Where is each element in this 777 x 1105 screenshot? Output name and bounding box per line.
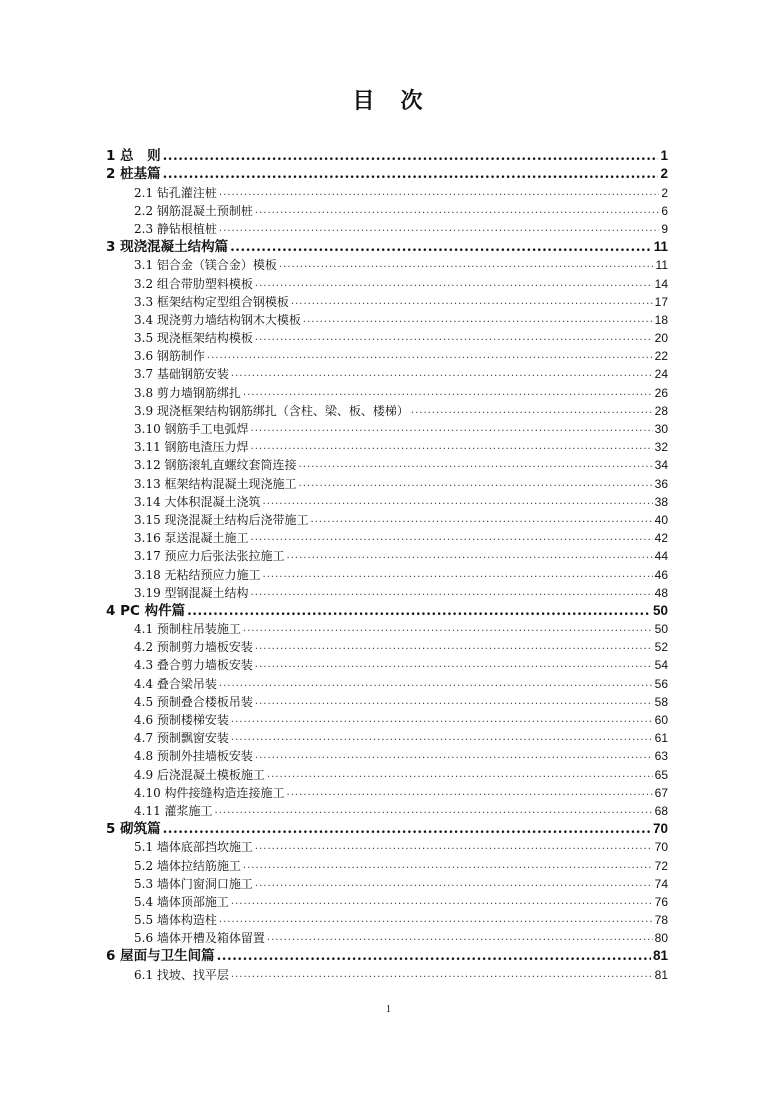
dot-leader xyxy=(219,184,659,202)
toc-entry-label: 3.11 钢筋电渣压力焊 xyxy=(134,440,249,455)
toc-entry-page: 81 xyxy=(654,967,668,982)
toc-entry-page: 40 xyxy=(654,512,668,527)
dot-leader xyxy=(255,875,653,893)
toc-section-entry[interactable] xyxy=(106,347,668,365)
toc-entry-page: 65 xyxy=(654,767,668,782)
toc-section-entry[interactable] xyxy=(106,784,668,802)
toc-entry-label: 2.3 静钻根植桩 xyxy=(134,221,217,236)
toc-section-entry[interactable] xyxy=(106,929,668,947)
toc-entry-label: 2.2 钢筋混凝土预制桩 xyxy=(134,203,253,218)
toc-entry-label: 4.8 预制外挂墙板安装 xyxy=(134,749,253,764)
toc-section-entry[interactable] xyxy=(106,183,668,201)
toc-entry-label: 3.1 铝合金（镁合金）模板 xyxy=(134,258,277,273)
dot-leader xyxy=(287,547,653,565)
toc-entry-page: 78 xyxy=(654,913,668,928)
toc-entry-page: 32 xyxy=(654,440,668,455)
toc-entry-label: 5.2 墙体拉结筋施工 xyxy=(134,858,241,873)
dot-leader xyxy=(411,402,653,420)
toc-entry-page: 20 xyxy=(654,331,668,346)
dot-leader xyxy=(287,784,653,802)
dot-leader xyxy=(255,838,653,856)
table-of-contents xyxy=(106,147,668,984)
toc-section-entry[interactable] xyxy=(106,420,668,438)
dot-leader xyxy=(219,911,653,929)
dot-leader xyxy=(187,602,651,620)
toc-section-entry[interactable] xyxy=(106,511,668,529)
dot-leader xyxy=(163,165,659,183)
toc-entry-page: 50 xyxy=(654,622,668,637)
dot-leader xyxy=(243,384,653,402)
toc-entry-label: 4 PC 构件篇 xyxy=(106,602,186,619)
toc-entry-page: 70 xyxy=(654,840,668,855)
toc-section-entry[interactable] xyxy=(106,911,668,929)
toc-entry-page: 36 xyxy=(654,476,668,491)
toc-entry-label: 3.17 预应力后张法张拉施工 xyxy=(134,549,285,564)
toc-entry-page: 52 xyxy=(654,640,668,655)
toc-entry-label: 3.12 钢筋滚轧直螺纹套筒连接 xyxy=(134,458,297,473)
toc-entry-label: 4.9 后浇混凝土模板施工 xyxy=(134,767,265,782)
toc-entry-page: 58 xyxy=(654,694,668,709)
toc-entry-page: 60 xyxy=(654,713,668,727)
toc-entry-page: 11 xyxy=(655,258,668,273)
toc-entry-page: 26 xyxy=(654,385,668,400)
toc-entry-label: 4.6 预制楼梯安装 xyxy=(134,713,229,727)
toc-entry-page: 54 xyxy=(654,658,668,673)
toc-entry-label: 5.5 墙体构造柱 xyxy=(134,913,217,928)
dot-leader xyxy=(243,857,653,875)
toc-section-entry[interactable] xyxy=(106,293,668,311)
toc-section-entry[interactable] xyxy=(106,383,668,401)
toc-section-entry[interactable] xyxy=(106,747,668,765)
toc-section-entry[interactable] xyxy=(106,220,668,238)
toc-chapter-entry[interactable] xyxy=(106,820,668,838)
dot-leader xyxy=(299,456,653,474)
toc-entry-page: 11 xyxy=(653,239,668,255)
toc-entry-label: 4.5 预制叠合楼板吊装 xyxy=(134,694,253,709)
toc-entry-page: 80 xyxy=(654,931,668,946)
toc-section-entry[interactable] xyxy=(106,474,668,492)
dot-leader xyxy=(255,747,653,765)
dot-leader xyxy=(231,893,653,911)
dot-leader xyxy=(299,475,653,493)
toc-section-entry[interactable] xyxy=(106,456,668,474)
toc-entry-page: 70 xyxy=(652,821,668,837)
toc-entry-page: 2 xyxy=(660,166,668,182)
dot-leader xyxy=(279,256,654,274)
toc-entry-label: 4.3 叠合剪力墙板安装 xyxy=(134,658,253,673)
dot-leader xyxy=(163,147,659,165)
toc-entry-label: 4.4 叠合梁吊装 xyxy=(134,676,217,691)
dot-leader xyxy=(217,947,651,965)
toc-entry-page: 42 xyxy=(654,531,668,546)
toc-chapter-entry[interactable] xyxy=(106,165,668,183)
toc-entry-page: 67 xyxy=(654,785,668,800)
toc-chapter-entry[interactable] xyxy=(106,147,668,165)
toc-entry-page: 61 xyxy=(654,731,668,746)
toc-section-entry[interactable] xyxy=(106,438,668,456)
dot-leader xyxy=(255,275,653,293)
toc-section-entry[interactable] xyxy=(106,875,668,893)
toc-entry-page: 18 xyxy=(654,312,668,327)
dot-leader xyxy=(263,566,653,584)
toc-entry-label: 4.1 预制柱吊装施工 xyxy=(134,622,241,637)
toc-entry-label: 3.3 框架结构定型组合钢模板 xyxy=(134,294,289,309)
toc-entry-page: 2 xyxy=(661,185,668,200)
toc-section-entry[interactable] xyxy=(106,402,668,420)
page-number: 1 xyxy=(386,1004,391,1015)
toc-section-entry[interactable] xyxy=(106,765,668,783)
toc-entry-label: 3.2 组合带肋塑料模板 xyxy=(134,276,253,291)
toc-entry-page: 72 xyxy=(654,858,668,873)
dot-leader xyxy=(255,656,653,674)
dot-leader xyxy=(207,347,653,365)
dot-leader xyxy=(251,584,653,602)
dot-leader xyxy=(311,511,653,529)
dot-leader xyxy=(255,202,659,220)
page-title: 目 次 xyxy=(352,89,425,114)
dot-leader xyxy=(231,966,653,984)
dot-leader xyxy=(251,438,653,456)
toc-section-entry[interactable] xyxy=(106,274,668,292)
toc-entry-page: 6 xyxy=(661,203,668,218)
toc-entry-page: 38 xyxy=(654,494,668,509)
toc-entry-label: 2.1 钻孔灌注桩 xyxy=(134,185,217,200)
dot-leader xyxy=(251,420,653,438)
toc-entry-page: 22 xyxy=(654,349,668,364)
toc-chapter-entry[interactable] xyxy=(106,238,668,256)
toc-entry-label: 3.5 现浇框架结构模板 xyxy=(134,331,253,346)
toc-section-entry[interactable] xyxy=(106,311,668,329)
toc-section-entry[interactable] xyxy=(106,656,668,674)
toc-entry-label: 4.10 构件接缝构造连接施工 xyxy=(134,785,285,800)
toc-section-entry[interactable] xyxy=(106,584,668,602)
toc-entry-label: 4.7 预制飘窗安装 xyxy=(134,731,229,746)
toc-section-entry[interactable] xyxy=(106,856,668,874)
toc-entry-label: 3.8 剪力墙钢筋绑扎 xyxy=(134,385,241,400)
toc-section-entry[interactable] xyxy=(106,547,668,565)
toc-entry-label: 3.4 现浇剪力墙结构钢木大模板 xyxy=(134,312,301,327)
toc-section-entry[interactable] xyxy=(106,802,668,820)
dot-leader xyxy=(163,820,651,838)
toc-section-entry[interactable] xyxy=(106,493,668,511)
toc-entry-label: 1 总 则 xyxy=(106,148,161,165)
dot-leader xyxy=(219,675,653,693)
toc-entry-label: 3.16 泵送混凝土施工 xyxy=(134,531,249,546)
dot-leader xyxy=(267,766,653,784)
toc-entry-page: 63 xyxy=(654,749,668,764)
toc-entry-label: 3.14 大体积混凝土浇筑 xyxy=(134,494,261,509)
toc-section-entry[interactable] xyxy=(106,620,668,638)
toc-entry-page: 24 xyxy=(654,367,668,382)
dot-leader xyxy=(255,693,653,711)
toc-entry-page: 74 xyxy=(654,876,668,891)
toc-section-entry[interactable] xyxy=(106,565,668,583)
dot-leader xyxy=(230,238,652,256)
toc-entry-label: 3 现浇混凝土结构篇 xyxy=(106,239,229,256)
toc-entry-page: 14 xyxy=(654,276,668,291)
toc-section-entry[interactable] xyxy=(106,693,668,711)
toc-entry-page: 56 xyxy=(654,676,668,691)
toc-entry-label: 3.19 型钢混凝土结构 xyxy=(134,585,249,600)
toc-entry-label: 3.7 基础钢筋安装 xyxy=(134,367,229,382)
dot-leader xyxy=(267,929,653,947)
toc-entry-label: 3.15 现浇混凝土结构后浇带施工 xyxy=(134,512,309,527)
toc-section-entry[interactable] xyxy=(106,674,668,692)
toc-entry-label: 3.9 现浇框架结构钢筋绑扎（含柱、梁、板、楼梯） xyxy=(134,403,409,418)
toc-entry-page: 48 xyxy=(654,585,668,600)
toc-entry-label: 3.13 框架结构混凝土现浇施工 xyxy=(134,476,297,491)
toc-entry-label: 5.6 墙体开槽及箱体留置 xyxy=(134,931,265,946)
toc-entry-label: 6 屋面与卫生间篇 xyxy=(106,948,215,965)
dot-leader xyxy=(215,802,653,820)
dot-leader xyxy=(251,529,653,547)
toc-section-entry[interactable] xyxy=(106,329,668,347)
toc-entry-page: 50 xyxy=(652,602,668,618)
toc-entry-page: 34 xyxy=(654,458,668,473)
dot-leader xyxy=(303,311,653,329)
toc-entry-page: 30 xyxy=(654,422,668,436)
toc-entry-label: 2 桩基篇 xyxy=(106,166,161,183)
toc-entry-label: 4.2 预制剪力墙板安装 xyxy=(134,640,253,655)
toc-section-entry[interactable] xyxy=(106,529,668,547)
toc-entry-page: 76 xyxy=(654,894,668,909)
dot-leader xyxy=(219,220,659,238)
toc-section-entry[interactable] xyxy=(106,729,668,747)
dot-leader xyxy=(291,293,653,311)
toc-entry-label: 3.18 无粘结预应力施工 xyxy=(134,567,261,582)
toc-entry-label: 6.1 找坡、找平层 xyxy=(134,967,229,982)
toc-section-entry[interactable] xyxy=(106,893,668,911)
toc-section-entry[interactable] xyxy=(106,256,668,274)
toc-entry-label: 3.10 钢筋手工电弧焊 xyxy=(134,422,249,436)
toc-entry-label: 5.1 墙体底部挡坎施工 xyxy=(134,840,253,855)
toc-section-entry[interactable] xyxy=(106,365,668,383)
toc-entry-label: 4.11 灌浆施工 xyxy=(134,803,213,818)
toc-entry-page: 44 xyxy=(654,549,668,564)
dot-leader xyxy=(231,729,653,747)
toc-section-entry[interactable] xyxy=(106,711,668,729)
toc-entry-page: 81 xyxy=(652,948,668,964)
toc-chapter-entry[interactable] xyxy=(106,947,668,965)
toc-entry-label: 3.6 钢筋制作 xyxy=(134,349,205,364)
toc-section-entry[interactable] xyxy=(106,638,668,656)
toc-entry-page: 46 xyxy=(654,567,668,582)
toc-entry-page: 1 xyxy=(660,148,668,164)
toc-entry-label: 5 砌筑篇 xyxy=(106,821,161,838)
dot-leader xyxy=(231,711,653,729)
toc-entry-label: 5.4 墙体顶部施工 xyxy=(134,894,229,909)
toc-entry-page: 9 xyxy=(661,221,668,236)
toc-entry-page: 28 xyxy=(654,403,668,418)
toc-section-entry[interactable] xyxy=(106,838,668,856)
dot-leader xyxy=(231,365,653,383)
toc-section-entry[interactable] xyxy=(106,202,668,220)
toc-entry-label: 5.3 墙体门窗洞口施工 xyxy=(134,876,253,891)
dot-leader xyxy=(255,329,653,347)
toc-section-entry[interactable] xyxy=(106,965,668,983)
toc-entry-page: 68 xyxy=(654,803,668,818)
dot-leader xyxy=(243,620,653,638)
dot-leader xyxy=(255,638,653,656)
toc-chapter-entry[interactable] xyxy=(106,602,668,620)
dot-leader xyxy=(263,493,653,511)
toc-entry-page: 17 xyxy=(654,294,668,309)
